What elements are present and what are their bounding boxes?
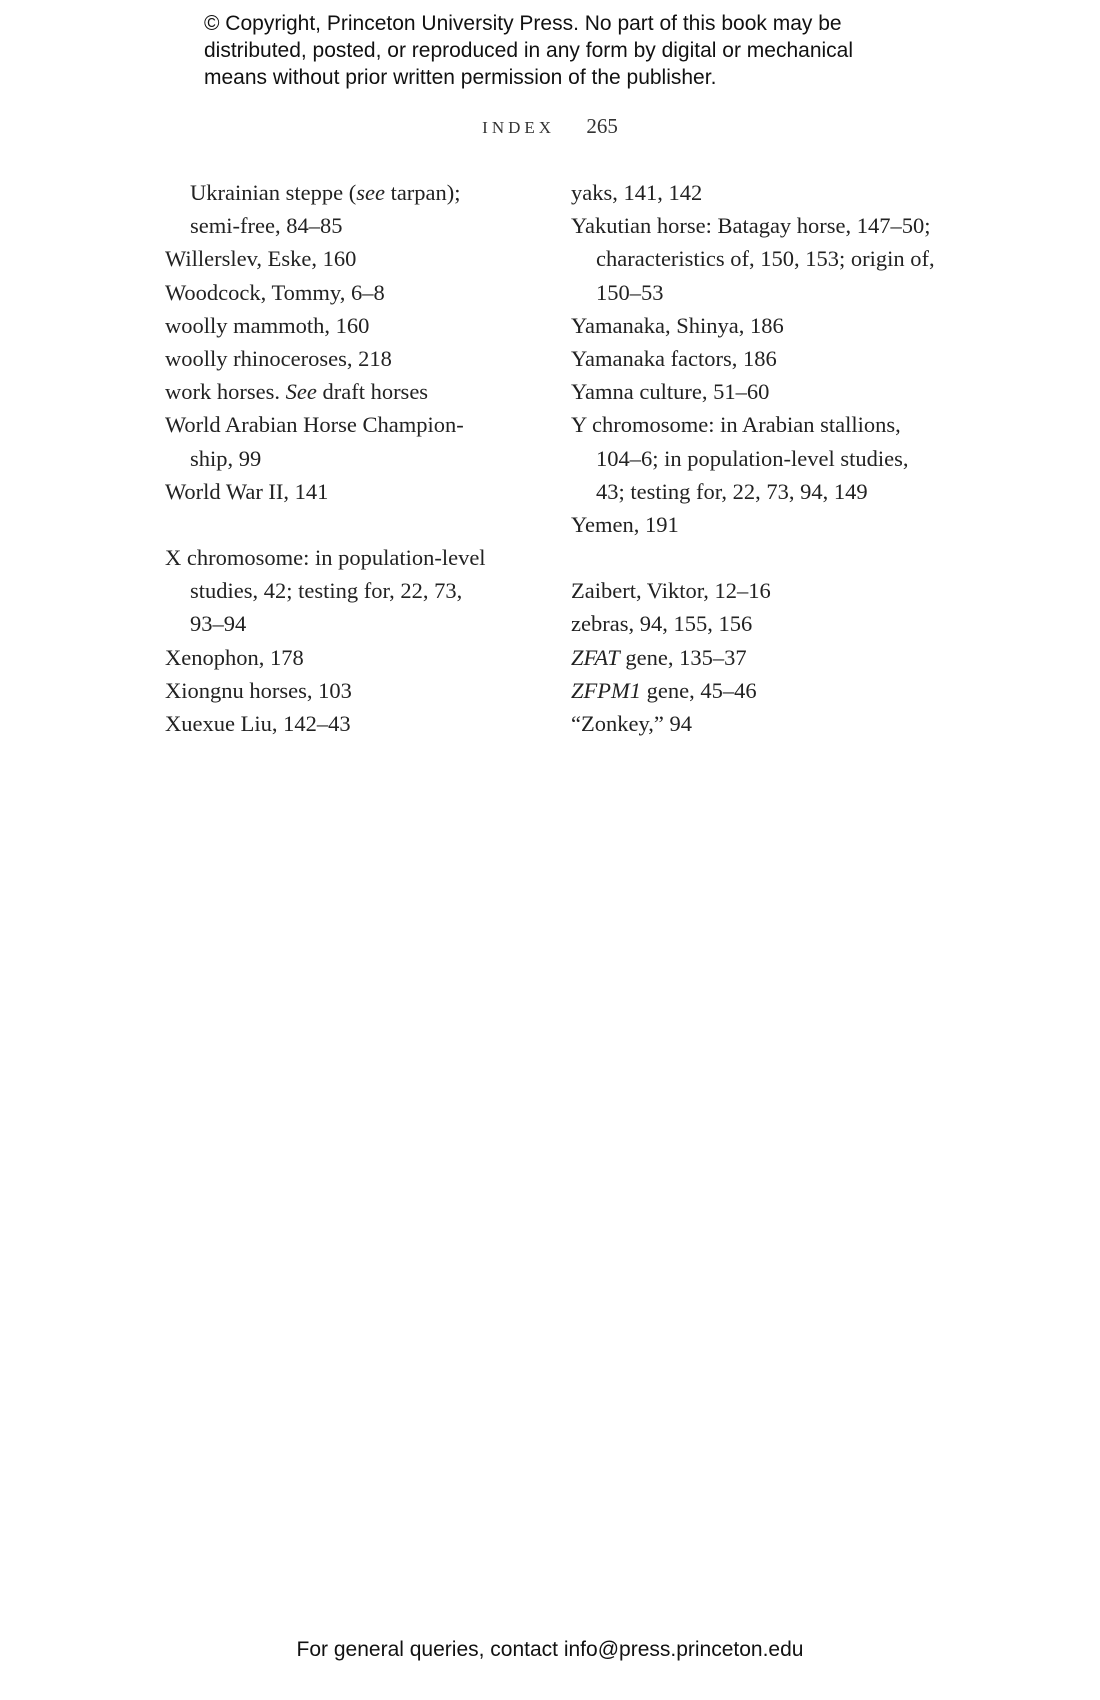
section-title: INDEX bbox=[482, 118, 556, 137]
index-entry bbox=[571, 276, 951, 309]
index-entry bbox=[571, 242, 951, 275]
index-entry-text: ship, 99 bbox=[190, 445, 262, 471]
index-entry-text: woolly rhinoceroses, 218 bbox=[165, 345, 392, 371]
index-entry-text: 104–6; in population-level studies, bbox=[596, 445, 909, 471]
index-entry bbox=[165, 641, 525, 674]
index-entry bbox=[571, 309, 951, 342]
index-entry bbox=[571, 607, 951, 640]
index-entry-text: Woodcock, Tommy, 6–8 bbox=[165, 279, 385, 305]
index-entry-text: Xenophon, 178 bbox=[165, 644, 304, 670]
index-column-right bbox=[571, 176, 951, 740]
index-entry bbox=[165, 442, 525, 475]
index-entry bbox=[165, 342, 525, 375]
index-entry bbox=[165, 674, 525, 707]
index-entry bbox=[165, 541, 525, 574]
copyright-line: distributed, posted, or reproduced in any form by digital or mechanical bbox=[204, 39, 854, 62]
index-entry-text: Yakutian horse: Batagay horse, 147–50; bbox=[571, 213, 931, 239]
index-entry bbox=[571, 375, 951, 408]
index-entry-text: World War II, 141 bbox=[165, 478, 329, 504]
index-entry bbox=[165, 209, 525, 242]
index-entry bbox=[165, 276, 525, 309]
index-column-left bbox=[165, 176, 525, 740]
index-entry-text: draft horses bbox=[316, 379, 429, 405]
index-entry-italic: ZFAT bbox=[571, 644, 620, 670]
index-entry-text: X chromosome: in population-level bbox=[165, 545, 486, 571]
index-entry bbox=[165, 475, 525, 508]
index-entry-text: semi-free, 84–85 bbox=[190, 213, 343, 239]
index-entry-text: “Zonkey,” 94 bbox=[571, 711, 692, 736]
index-entry bbox=[571, 176, 951, 209]
index-entry bbox=[165, 242, 525, 275]
index-entry-text: woolly mammoth, 160 bbox=[165, 312, 370, 338]
index-entry bbox=[571, 342, 951, 375]
index-entry bbox=[165, 707, 525, 740]
index-entry-text: 93–94 bbox=[190, 611, 247, 637]
index-entry-text: tarpan); bbox=[384, 180, 461, 205]
page-number: 265 bbox=[586, 114, 618, 138]
index-entry-italic: See bbox=[285, 379, 317, 405]
index-entry-text: Yamanaka factors, 186 bbox=[571, 345, 777, 371]
index-entry bbox=[165, 375, 525, 408]
index-entry-text: Zaibert, Viktor, 12–16 bbox=[571, 578, 771, 604]
index-entry-text: Yamna culture, 51–60 bbox=[571, 379, 770, 405]
index-entry bbox=[165, 408, 525, 441]
copyright-notice bbox=[204, 10, 924, 91]
index-entry-italic: see bbox=[356, 180, 385, 205]
index-entry-text: yaks, 141, 142 bbox=[571, 180, 703, 205]
running-head bbox=[0, 114, 1100, 139]
index-entry bbox=[165, 309, 525, 342]
index-entry-text: World Arabian Horse Champion- bbox=[165, 412, 464, 438]
index-spacer bbox=[571, 541, 951, 574]
index-entry-text: Yamanaka, Shinya, 186 bbox=[571, 312, 784, 338]
index-entry bbox=[165, 574, 525, 607]
index-entry-text: Xiongnu horses, 103 bbox=[165, 677, 352, 703]
index-entry-text: Xuexue Liu, 142–43 bbox=[165, 711, 351, 736]
index-entry-text: studies, 42; testing for, 22, 73, bbox=[190, 578, 463, 604]
index-entry bbox=[165, 607, 525, 640]
index-entry bbox=[571, 408, 951, 441]
index-entry-text: gene, 135–37 bbox=[619, 644, 747, 670]
copyright-line: means without prior written permission of the publisher. bbox=[204, 66, 717, 89]
index-entry-italic: ZFPM1 bbox=[571, 677, 641, 703]
index-entry bbox=[571, 475, 951, 508]
index-entry-text: Ukrainian steppe ( bbox=[190, 180, 357, 205]
index-entry bbox=[571, 641, 951, 674]
index-entry-text: Yemen, 191 bbox=[571, 511, 679, 537]
index-entry bbox=[571, 674, 951, 707]
index-entry-text: Y chromosome: in Arabian stallions, bbox=[571, 412, 901, 438]
index-entry-text: characteristics of, 150, 153; origin of, bbox=[596, 246, 935, 272]
index-entry bbox=[571, 574, 951, 607]
index-entry-text: work horses. bbox=[165, 379, 286, 405]
index-entry bbox=[571, 508, 951, 541]
copyright-line: © Copyright, Princeton University Press. No part of this book may be bbox=[204, 12, 842, 35]
footer-contact: For general queries, contact info@press.princeton.edu bbox=[296, 1638, 804, 1661]
index-entry-text: Willerslev, Eske, 160 bbox=[165, 246, 357, 272]
index-entry-text: gene, 45–46 bbox=[641, 677, 757, 703]
index-spacer bbox=[165, 508, 525, 541]
index-entry bbox=[571, 707, 951, 740]
index-entry bbox=[571, 209, 951, 242]
index-entry-text: zebras, 94, 155, 156 bbox=[571, 611, 753, 637]
index-entry bbox=[571, 442, 951, 475]
index-entry-text: 150–53 bbox=[596, 279, 664, 305]
index-entry bbox=[165, 176, 525, 209]
index-entry-text: 43; testing for, 22, 73, 94, 149 bbox=[596, 478, 868, 504]
